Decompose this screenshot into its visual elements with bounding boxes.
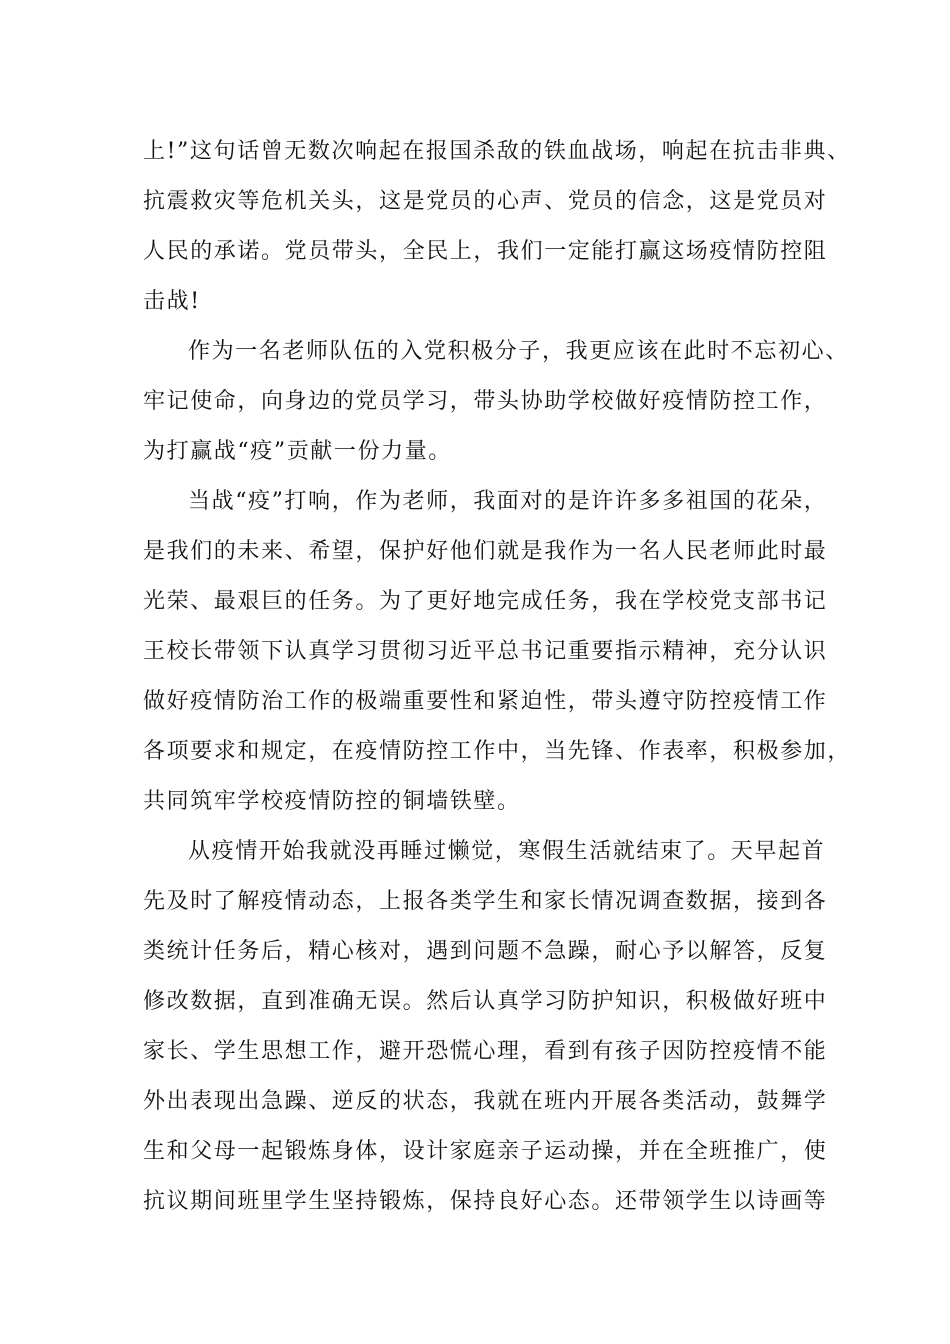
text-line: 各项要求和规定，在疫情防控工作中，当先锋、作表率，积极参加， [143, 739, 852, 764]
text-line: 先及时了解疫情动态，上报各类学生和家长情况调查数据，接到各 [143, 889, 828, 914]
text-line: 击战! [143, 289, 201, 314]
text-line: 光荣、最艰巨的任务。为了更好地完成任务，我在学校党支部书记 [143, 589, 828, 614]
text-line: 修改数据，直到准确无误。然后认真学习防护知识，积极做好班中 [143, 989, 828, 1014]
text-line: 从疫情开始我就没再睡过懒觉，寒假生活就结束了。天早起首 [188, 839, 826, 864]
text-line: 生和父母一起锻炼身体，设计家庭亲子运动操，并在全班推广，使 [143, 1139, 828, 1164]
text-line: 当战“疫”打响，作为老师，我面对的是许许多多祖国的花朵， [188, 489, 828, 514]
text-line: 共同筑牢学校疫情防控的铜墙铁壁。 [143, 789, 521, 814]
text-line: 类统计任务后，精心核对，遇到问题不急躁，耐心予以解答，反复 [143, 939, 828, 964]
text-line: 牢记使命，向身边的党员学习，带头协助学校做好疫情防控工作， [143, 389, 828, 414]
text-line: 王校长带领下认真学习贯彻习近平总书记重要指示精神，充分认识 [143, 639, 828, 664]
text-line: 上!”这句话曾无数次响起在报国杀敌的铁血战场，响起在抗击非典、 [143, 139, 851, 164]
text-line: 人民的承诺。党员带头，全民上，我们一定能打赢这场疫情防控阻 [143, 239, 828, 264]
text-line: 家长、学生思想工作，避开恐慌心理，看到有孩子因防控疫情不能 [143, 1039, 828, 1064]
text-line: 抗议期间班里学生坚持锻炼，保持良好心态。还带领学生以诗画等 [143, 1189, 828, 1214]
text-line: 为打赢战“疫”贡献一份力量。 [143, 439, 452, 464]
text-line: 作为一名老师队伍的入党积极分子，我更应该在此时不忘初心、 [188, 339, 849, 364]
text-line: 外出表现出急躁、逆反的状态，我就在班内开展各类活动，鼓舞学 [143, 1089, 828, 1114]
text-line: 抗震救灾等危机关头，这是党员的心声、党员的信念，这是党员对 [143, 189, 828, 214]
text-line: 是我们的未来、希望，保护好他们就是我作为一名人民老师此时最 [143, 539, 828, 564]
text-line: 做好疫情防治工作的极端重要性和紧迫性，带头遵守防控疫情工作 [143, 689, 828, 714]
